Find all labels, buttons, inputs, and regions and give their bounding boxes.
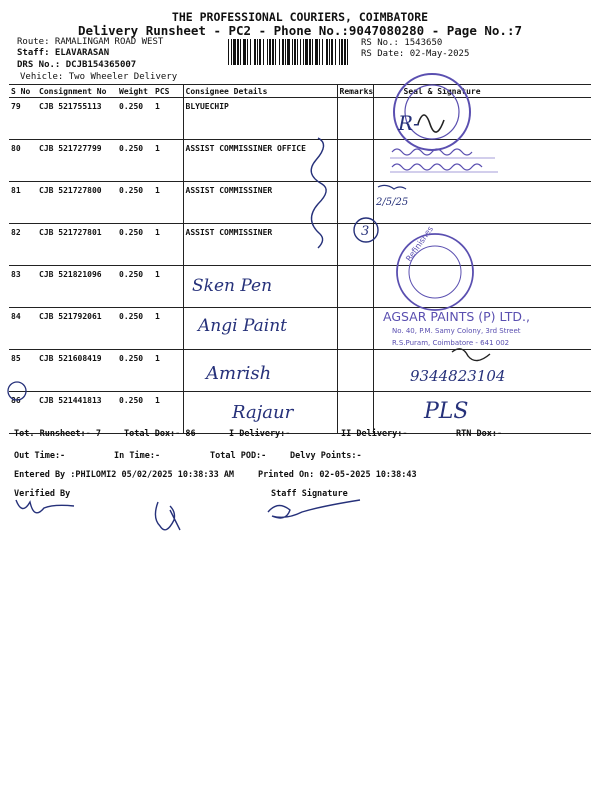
company-stamp-address2: R.S.Puram, Coimbatore - 641 002 [392,339,510,347]
handwriting-row83: Sken Pen [192,276,273,296]
staff-signature-label: Staff Signature [271,489,348,499]
cell-consignment: CJB 521441813 [37,392,117,434]
cell-pcs: 1 [153,140,183,182]
cell-pcs: 1 [153,98,183,140]
cell-sno: 80 [9,140,37,182]
verified-by-label: Verified By [14,489,71,499]
col-pcs: PCS [153,85,183,98]
handwriting-row84: Angi Paint [198,316,287,336]
handwritten-phone: 9344823104 [410,367,506,385]
ii-delivery: II Delivery:- [341,429,408,439]
cell-weight: 0.250 [117,350,153,392]
stamp-refinishes-text: Refinishes [404,224,436,264]
cell-sno: 85 [9,350,37,392]
total-pod: Total POD:- [210,451,267,461]
cell-consignment: CJB 521755113 [37,98,117,140]
company-stamp-address1: No. 40, P.M. Samy Colony, 3rd Street [392,327,521,335]
col-consignment: Consignment No [37,85,117,98]
col-sno: S No [9,85,37,98]
cell-consignee: ASSIST COMMISSINER OFFICE [183,140,337,182]
tot-runsheet: Tot. Runsheet:- 7 [14,429,101,439]
cell-sno: 83 [9,266,37,308]
cell-consignment: CJB 521608419 [37,350,117,392]
cell-consignment: CJB 521727800 [37,182,117,224]
rs-number: RS No.: 1543650 [361,38,443,48]
vehicle-label: Vehicle: Two Wheeler Delivery [20,72,178,82]
cell-weight: 0.250 [117,266,153,308]
runsheet-subtitle: Delivery Runsheet - PC2 - Phone No.:9047080280 - Page No.:7 [77,23,522,38]
handwritten-date: 2/5/25 [376,197,409,208]
bracket-mark [311,138,326,248]
cell-consignee: ASSIST COMMISSINER [183,182,337,224]
stamp-initial: R- [398,111,420,135]
cell-sno: 82 [9,224,37,266]
cell-consignment: CJB 521727801 [37,224,117,266]
circled-three: 3 [361,224,370,239]
rtn-dox: RTN Dox:- [456,429,503,439]
entered-by: Entered By :PHILOMI2 05/02/2025 10:38:33 AM [14,470,235,480]
cell-sno: 81 [9,182,37,224]
printed-on: Printed On: 02-05-2025 10:38:43 [258,470,417,480]
cell-consignee: BLYUECHIP [183,98,337,140]
delvy-points: Delvy Points:- [290,451,362,461]
cell-pcs: 1 [153,392,183,434]
circled-86 [8,382,26,400]
cell-consignment: CJB 521821096 [37,266,117,308]
cell-weight: 0.250 [117,140,153,182]
staff-label: Staff: ELAVARASAN [17,48,110,58]
company-title: THE PROFESSIONAL COURIERS, COIMBATORE [171,10,429,24]
cell-pcs: 1 [153,350,183,392]
col-weight: Weight [117,85,153,98]
staff-signature [268,500,360,518]
cell-consignment: CJB 521727799 [37,140,117,182]
company-stamp-name: AGSAR PAINTS (P) LTD., [383,309,530,324]
cell-pcs: 1 [153,182,183,224]
cell-weight: 0.250 [117,224,153,266]
col-consignee: Consignee Details [183,85,337,98]
cell-sno: 84 [9,308,37,350]
rs-date: RS Date: 02-May-2025 [361,49,470,59]
cell-sno: 79 [9,98,37,140]
second-signature [155,502,180,530]
i-delivery: I Delivery:- [229,429,291,439]
cell-weight: 0.250 [117,308,153,350]
round-stamp-refinishes [397,225,473,310]
col-seal-signature: Seal & Signature [373,85,591,98]
cell-sno: 86 [9,392,37,434]
cell-pcs: 1 [153,266,183,308]
cell-weight: 0.250 [117,392,153,434]
handwriting-row86: Rajaur [232,402,294,423]
cell-consignment: CJB 521792061 [37,308,117,350]
col-remarks: Remarks [337,85,373,98]
cell-pcs: 1 [153,308,183,350]
cell-pcs: 1 [153,224,183,266]
verified-signature [16,500,74,513]
cell-weight: 0.250 [117,98,153,140]
in-time: In Time:- [114,451,161,461]
total-dox: Total Dox:- 86 [124,429,196,439]
out-time: Out Time:- [14,451,66,461]
cell-consignee: ASSIST COMMISSINER [183,224,337,266]
handwritten-initials: PLS [424,399,469,424]
cell-weight: 0.250 [117,182,153,224]
drs-label: DRS No.: DCJB154365007 [17,60,137,70]
handwriting-row85: Amrish [206,363,272,384]
round-stamp-top [394,74,470,150]
route-label: Route: RAMALINGAM ROAD WEST [17,37,164,47]
